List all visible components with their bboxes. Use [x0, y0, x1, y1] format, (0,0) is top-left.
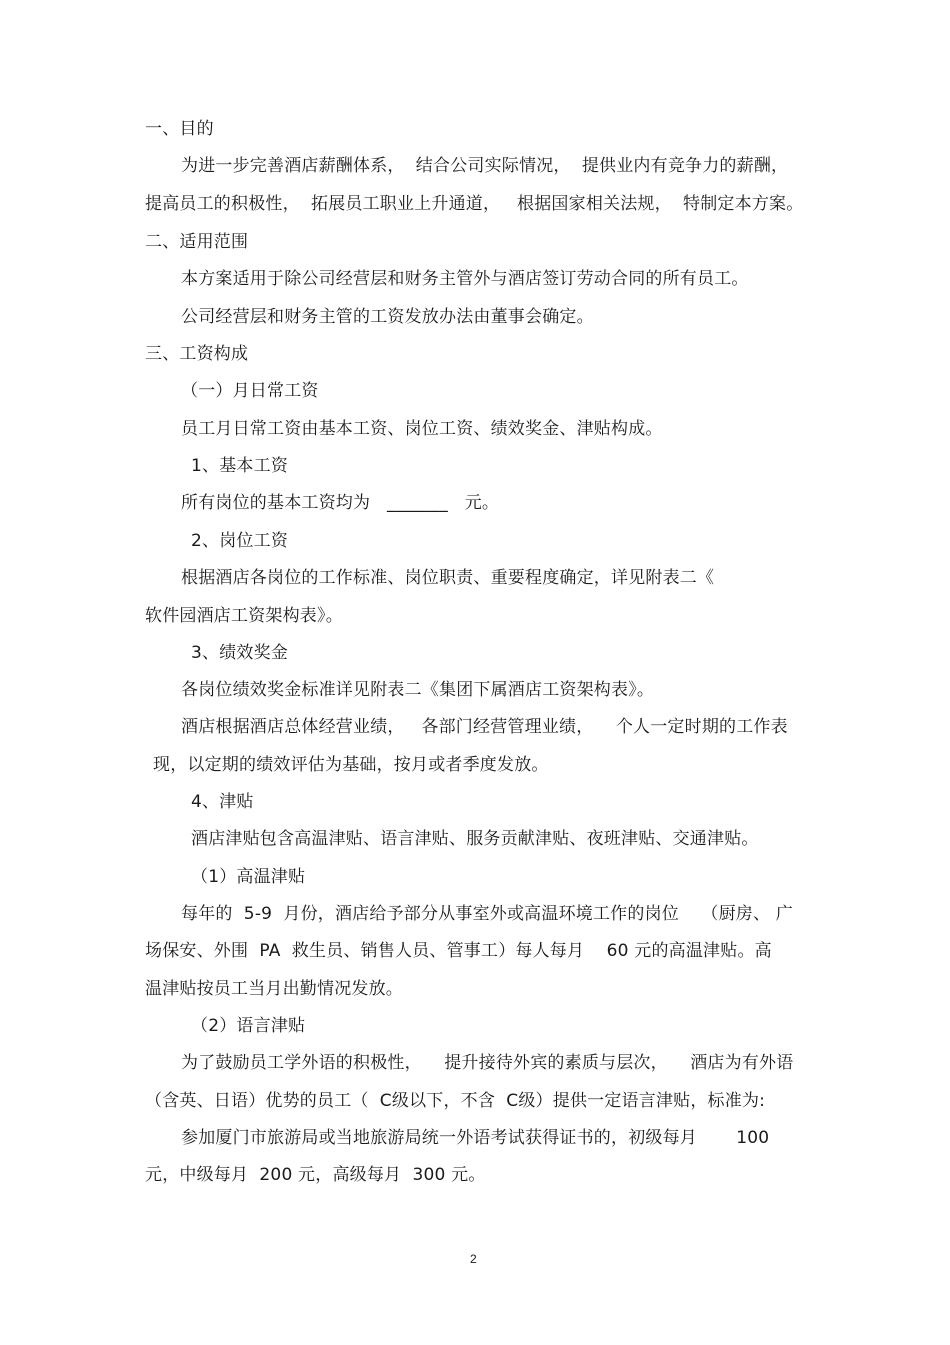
paragraph-line: 温津贴按员工当月出勤情况发放。 — [145, 979, 403, 999]
heading-scope: 二、适用范围 — [145, 232, 249, 252]
paragraph-line: 酒店津贴包含高温津贴、语言津贴、服务贡献津贴、夜班津贴、交通津贴。 — [191, 829, 759, 849]
page-number: 2 — [470, 1252, 477, 1266]
paragraph-line: 参加厦门市旅游局或当地旅游局统一外语考试获得证书的，初级每月 100 — [181, 1128, 770, 1148]
paragraph-line: 酒店根据酒店总体经营业绩， 各部门经营管理业绩， 个人一定时期的工作表 — [181, 717, 788, 737]
paragraph-line: 为进一步完善酒店薪酬体系， 结合公司实际情况， 提供业内有竞争力的薪酬， — [181, 156, 789, 176]
subheading-monthly-salary: （一）月日常工资 — [181, 381, 319, 401]
paragraph-line: 场保安、外围 PA 救生员、销售人员、管事工）每人每月 60 元的高温津贴。高 — [145, 941, 772, 961]
paragraph-line: 根据酒店各岗位的工作标准、岗位职责、重要程度确定，详见附表二《 — [181, 568, 715, 588]
paragraph-line: 本方案适用于除公司经营层和财务主管外与酒店签订劳动合同的所有员工。 — [181, 269, 749, 289]
paragraph-line: 现，以定期的绩效评估为基础，按月或者季度发放。 — [153, 755, 549, 775]
paragraph-line: 提高员工的积极性， 拓展员工职业上升通道， 根据国家相关法规， 特制定本方案。 — [145, 194, 804, 214]
subheading-heat-allowance: （1）高温津贴 — [191, 867, 306, 887]
paragraph-line: 每年的 5-9 月份，酒店给予部分从事室外或高温环境工作的岗位 （厨房、 广 — [181, 904, 793, 924]
subheading-base-salary: 1、基本工资 — [191, 456, 289, 476]
paragraph-line: 软件园酒店工资架构表》。 — [145, 606, 343, 626]
heading-purpose: 一、目的 — [145, 119, 214, 139]
paragraph-line: 员工月日常工资由基本工资、岗位工资、绩效奖金、津贴构成。 — [181, 419, 663, 439]
paragraph-line: 所有岗位的基本工资均为 _______ 元。 — [181, 493, 500, 513]
paragraph-line: 各岗位绩效奖金标准详见附表二《集团下属酒店工资架构表》。 — [181, 680, 655, 700]
subheading-position-salary: 2、岗位工资 — [191, 531, 289, 551]
subheading-language-allowance: （2）语言津贴 — [191, 1016, 306, 1036]
subheading-allowance: 4、津贴 — [191, 792, 254, 812]
subheading-performance-bonus: 3、绩效奖金 — [191, 643, 289, 663]
paragraph-line: 公司经营层和财务主管的工资发放办法由董事会确定。 — [181, 307, 594, 327]
paragraph-line: 元，中级每月 200 元，高级每月 300 元。 — [145, 1165, 486, 1185]
paragraph-line: 为了鼓励员工学外语的积极性， 提升接待外宾的素质与层次， 酒店为有外语 — [181, 1053, 794, 1073]
paragraph-line: （含英、日语）优势的员工（ C级以下，不含 C级）提供一定语言津贴，标准为: — [145, 1091, 766, 1111]
heading-salary-structure: 三、工资构成 — [145, 344, 249, 364]
